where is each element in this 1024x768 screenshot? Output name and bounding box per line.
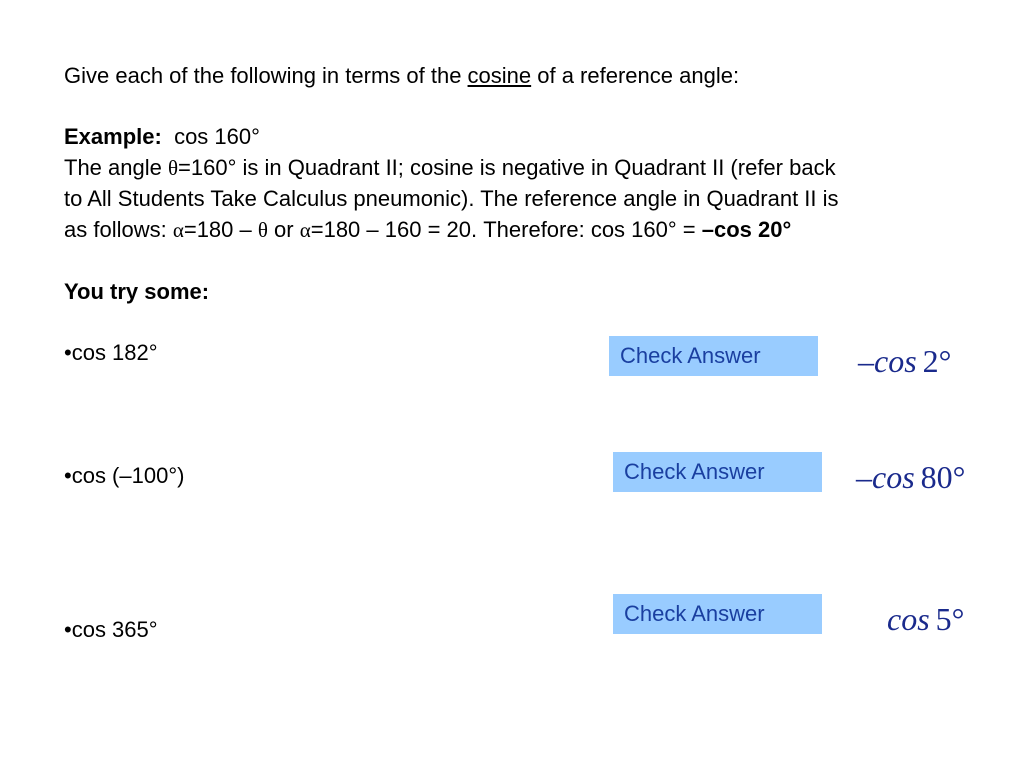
example-text: =160° is in Quadrant II; cosine is negative in Quadrant II (refer back: [178, 155, 836, 180]
example-heading: [64, 121, 260, 152]
instructions-text-start: Give each of the following in terms of the: [64, 63, 468, 88]
answer-sign: –: [856, 459, 872, 495]
instructions-keyword: cosine: [467, 63, 532, 88]
check-answer-button[interactable]: Check Answer: [613, 452, 822, 492]
problem-question: •cos 365°: [64, 617, 158, 642]
answer-function: cos: [874, 343, 917, 379]
check-answer-button[interactable]: Check Answer: [609, 336, 818, 376]
example-text: The angle: [64, 155, 168, 180]
example-line-2: [64, 183, 839, 214]
answer-function: cos: [887, 601, 930, 637]
alpha-symbol: α: [299, 218, 311, 242]
check-answer-button[interactable]: Check Answer: [613, 594, 822, 634]
problem-question: •cos (–100°): [64, 463, 185, 488]
answer-angle: 2°: [922, 343, 952, 379]
theta-symbol: θ: [257, 218, 268, 242]
example-text: as follows:: [64, 217, 173, 242]
instructions: [64, 60, 739, 91]
problem-answer: [856, 459, 965, 496]
theta-symbol: θ: [167, 156, 179, 180]
problem-answer: [887, 601, 964, 638]
problem-question: •cos 182°: [64, 340, 158, 365]
example-text: to All Students Take Calculus pneumonic). The reference angle in Quadrant II is: [64, 186, 839, 211]
example-line-1: [64, 152, 836, 184]
answer-angle: 80°: [920, 459, 966, 495]
example-text: =180 –: [183, 217, 258, 242]
problem-answer: [858, 343, 951, 380]
example-line-3: [64, 214, 791, 246]
example-expression: cos 160°: [174, 124, 260, 149]
example-text: =180 – 160 = 20. Therefore: cos 160° =: [310, 217, 702, 242]
example-text: or: [267, 217, 300, 242]
answer-angle: 5°: [935, 601, 965, 637]
answer-function: cos: [872, 459, 915, 495]
instructions-text-end: of a reference angle:: [531, 63, 740, 88]
practice-heading: You try some:: [64, 279, 210, 304]
example-result: –cos 20°: [701, 217, 792, 242]
answer-sign: –: [858, 343, 874, 379]
alpha-symbol: α: [172, 218, 184, 242]
example-label: Example:: [64, 124, 162, 149]
